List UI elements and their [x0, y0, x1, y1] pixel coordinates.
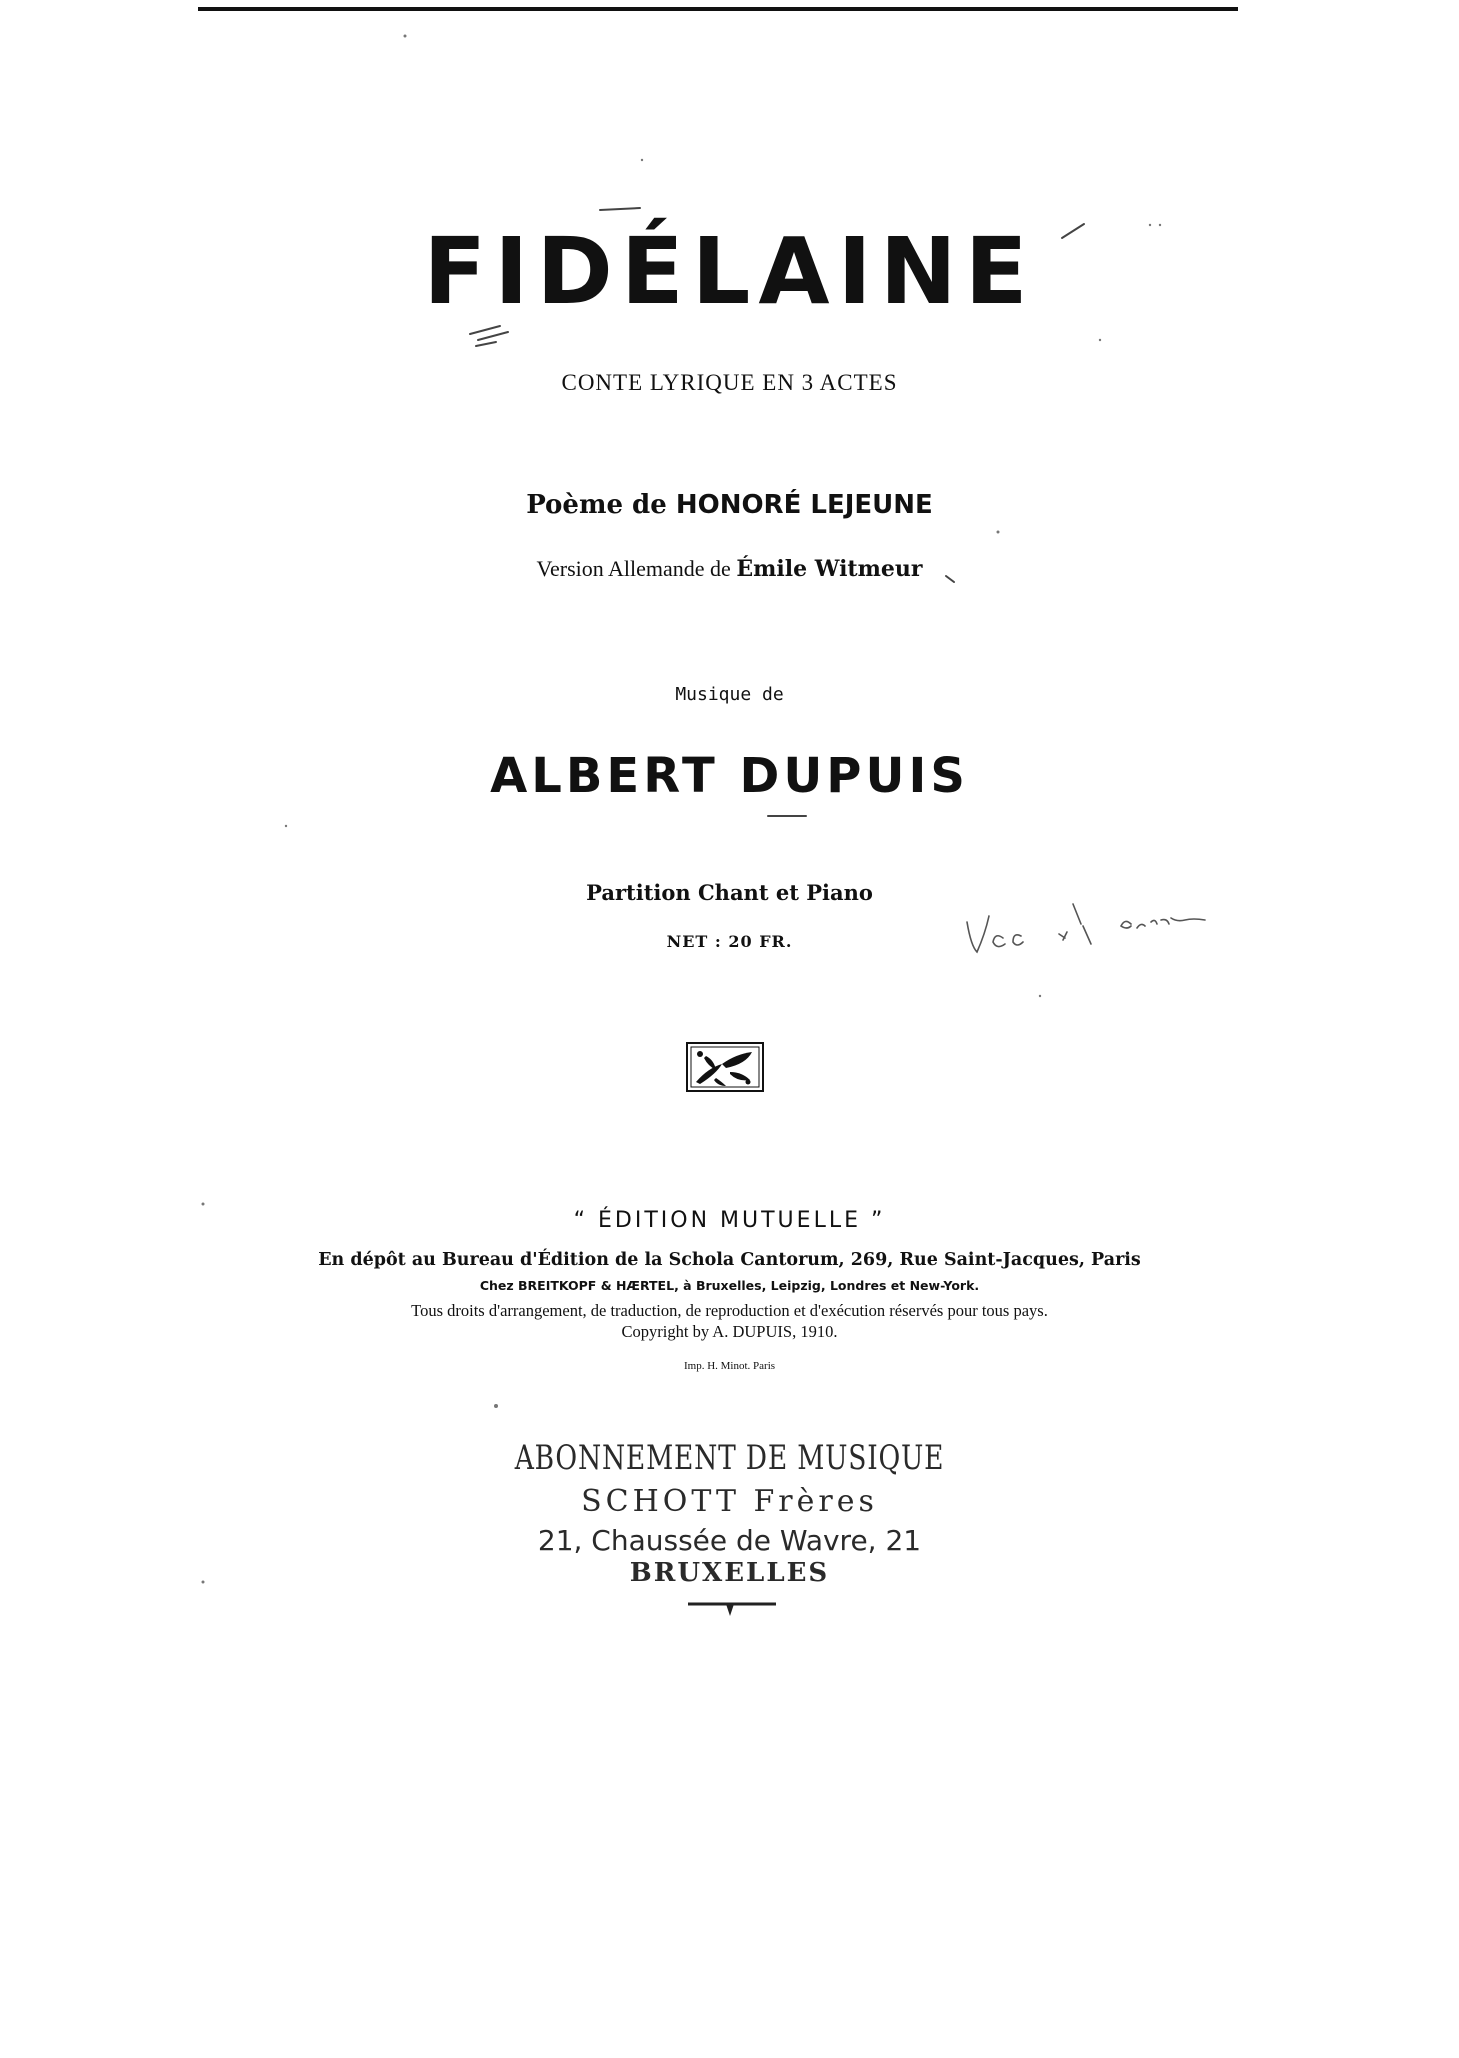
price-label: NET : 20 FR. [666, 932, 793, 951]
stamp-line-1: ABONNEMENT DE MUSIQUE [514, 1438, 945, 1478]
poem-credit [0, 490, 1459, 520]
depot-line: En dépôt au Bureau d'Édition de la Schola Cantorum, 269, Rue Saint-Jacques, Paris [318, 1250, 1141, 1270]
music-prefix: Musique de [675, 684, 784, 705]
poet-name: HONORÉ LEJEUNE [675, 490, 933, 520]
composer-name: ALBERT DUPUIS [490, 748, 969, 804]
rights-line: Tous droits d'arrangement, de traduction, de reproduction et d'exécution réservés pour tous pays. [411, 1301, 1048, 1320]
translator-name: Émile Witmeur [736, 556, 923, 582]
work-title: FIDÉLAINE [423, 218, 1036, 325]
handwritten-note-scribble [955, 894, 1215, 964]
translation-credit [0, 556, 1459, 582]
work-subtitle: CONTE LYRIQUE EN 3 ACTES [561, 370, 898, 395]
stamp-line-3: 21, Chaussée de Wavre, 21 [537, 1524, 922, 1557]
stamp-line-2: SCHOTT Frères [581, 1484, 878, 1519]
stamp-underline-ornament [686, 1598, 778, 1618]
partition-label: Partition Chant et Piano [586, 880, 873, 905]
edition-name: “ ÉDITION MUTUELLE ” [573, 1208, 886, 1233]
poem-prefix: Poème de [526, 490, 667, 520]
top-rule [198, 7, 1238, 11]
stamp-line-4: BRUXELLES [629, 1558, 830, 1588]
printer-line: Imp. H. Minot. Paris [683, 1360, 776, 1372]
agents-line: Chez BREITKOPF & HÆRTEL, à Bruxelles, Leipzig, Londres et New-York. [479, 1278, 980, 1293]
version-prefix: Version Allemande de [536, 556, 731, 581]
copyright-line: Copyright by A. DUPUIS, 1910. [621, 1322, 838, 1341]
leaf-ornament-icon [686, 1042, 764, 1092]
